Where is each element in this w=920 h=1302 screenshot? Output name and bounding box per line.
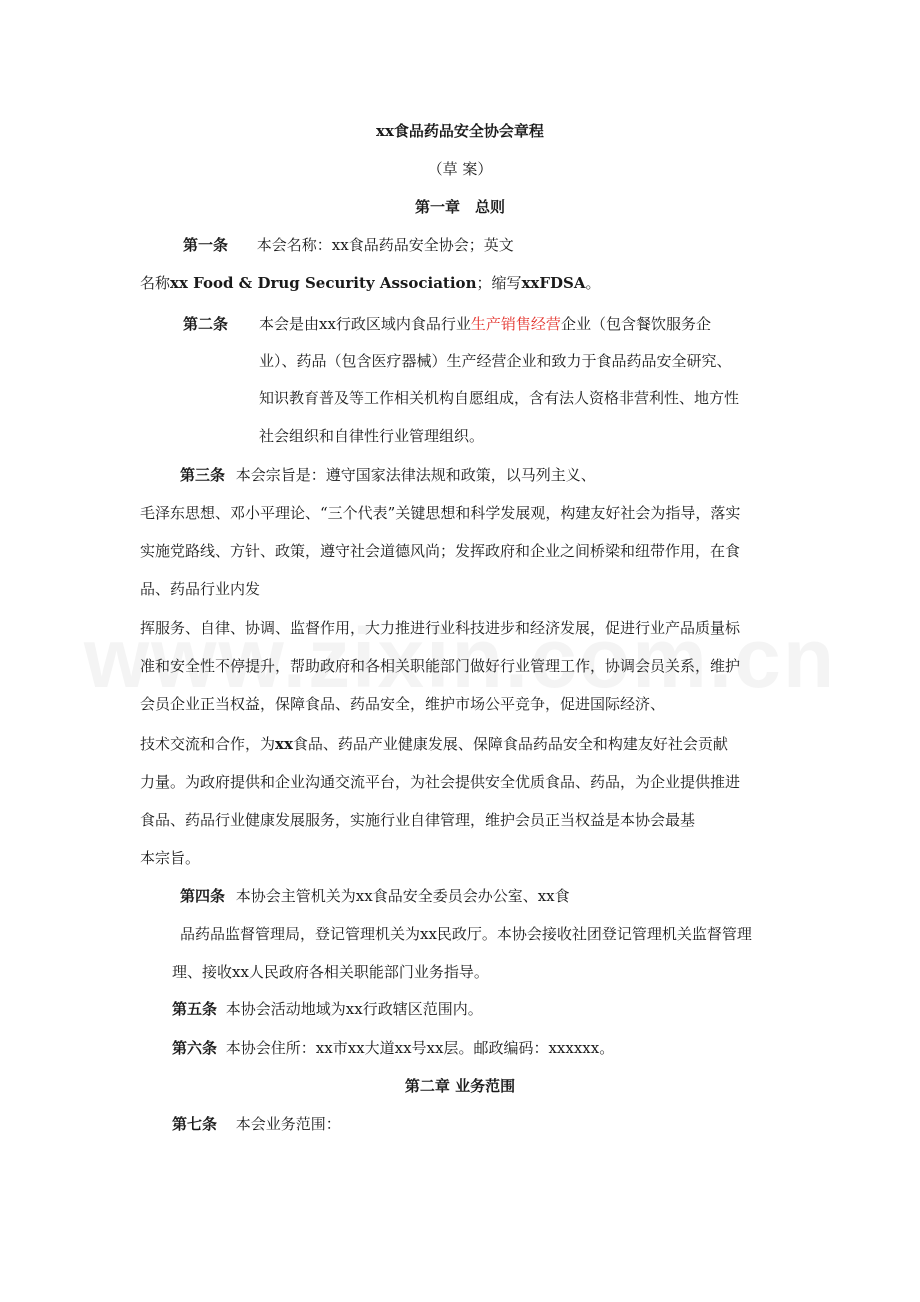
article-5-line [172, 999, 483, 1019]
document-title: xx食品药品安全协会章程 [376, 122, 544, 140]
article-4-line-2: 品药品监督管理局，登记管理机关为xx民政厅。本协会接收社团登记管理机关监督管理 [180, 925, 752, 943]
article-3-line-11: 本宗旨。 [140, 849, 201, 867]
article-2-label: 第二条 [183, 315, 229, 333]
article-7-line [172, 1114, 341, 1134]
article-2-highlight: 生产销售经营 [470, 315, 561, 333]
article-3-line-10: 食品、药品行业健康发展服务，实施行业自律管理，维护会员正当权益是本协会最基 [140, 811, 696, 829]
article-3-text: 本会宗旨是：遵守国家法律法规和政策，以马列主义、 [235, 466, 596, 484]
article-3-line-3: 实施党路线、方针、政策，遵守社会道德风尚；发挥政府和企业之间桥梁和纽带作用，在食 [140, 542, 741, 560]
article-3-line-8 [140, 734, 728, 754]
article-2-line-3: 知识教育普及等工作相关机构自愿组成，含有法人资格非营利性、地方性 [259, 389, 740, 407]
article-4-label: 第四条 [180, 887, 226, 905]
article-3-line-6: 准和安全性不停提升，帮助政府和各相关职能部门做好行业管理工作，协调会员关系，维护 [140, 657, 741, 675]
article-3-line-4: 品、药品行业内发 [140, 580, 261, 598]
article-1-english-name: xx Food & Drug Security Association [170, 274, 477, 292]
article-1-end: 。 [585, 274, 601, 292]
article-7-text: 本会业务范围： [235, 1115, 341, 1133]
article-3-line-1 [180, 465, 596, 485]
article-1-name-prefix: 名称 [140, 274, 171, 292]
article-2-line-4: 社会组织和自律性行业管理组织。 [259, 427, 485, 445]
article-3-l8-pre: 技术交流和合作，为 [140, 735, 276, 753]
article-3-line-9: 力量。为政府提供和企业沟通交流平台，为社会提供安全优质食品、药品，为企业提供推进 [140, 773, 741, 791]
article-5-text: 本协会活动地域为xx行政辖区范围内。 [225, 1000, 483, 1018]
chapter-1-heading: 第一章 总则 [414, 198, 505, 216]
article-3-l8-post: 食品、药品产业健康发展、保障食品药品安全和构建友好社会贡献 [292, 735, 728, 753]
article-1-line-2 [140, 273, 601, 293]
article-6-text: 本协会住所：xx市xx大道xx号xx层。邮政编码：xxxxxx。 [225, 1039, 615, 1057]
article-2-text-pre: 本会是由xx行政区域内食品行业 [259, 315, 471, 333]
article-3-line-7: 会员企业正当权益，保障食品、药品安全，维护市场公平竞争，促进国际经济、 [140, 695, 666, 713]
article-5-label: 第五条 [172, 1000, 218, 1018]
article-3-line-5: 挥服务、自律、协调、监督作用，大力推进行业科技进步和经济发展，促进行业产品质量标 [140, 619, 741, 637]
article-2-line-2: 业）、药品（包含医疗器械）生产经营企业和致力于食品药品安全研究、 [259, 352, 732, 370]
article-4-text: 本协会主管机关为xx食品安全委员会办公室、xx食 [235, 887, 570, 905]
article-3-l8-bold: xx [275, 735, 293, 753]
article-1-text: 本会名称：xx食品药品安全协会；英文 [256, 236, 514, 254]
article-4-line-1 [180, 886, 570, 906]
article-6-line [172, 1038, 614, 1058]
article-1-abbr: xxFDSA [521, 274, 586, 292]
article-1-label: 第一条 [183, 236, 229, 254]
article-1-line-1 [183, 235, 514, 255]
article-1-abbr-prefix: ；缩写 [476, 274, 522, 292]
article-4-line-3: 理、接收xx人民政府各相关职能部门业务指导。 [172, 963, 489, 981]
article-7-label: 第七条 [172, 1115, 218, 1133]
article-2-text-post: 企业（包含餐饮服务企 [560, 315, 711, 333]
chapter-2-heading: 第二章 业务范围 [404, 1077, 516, 1095]
article-6-label: 第六条 [172, 1039, 218, 1057]
article-3-label: 第三条 [180, 466, 226, 484]
document-subtitle: （草 案） [427, 160, 493, 178]
article-3-line-2: 毛泽东思想、邓小平理论、“三个代表”关键思想和科学发展观，构建友好社会为指导，落实 [140, 504, 741, 522]
article-2-line-1 [259, 314, 711, 334]
